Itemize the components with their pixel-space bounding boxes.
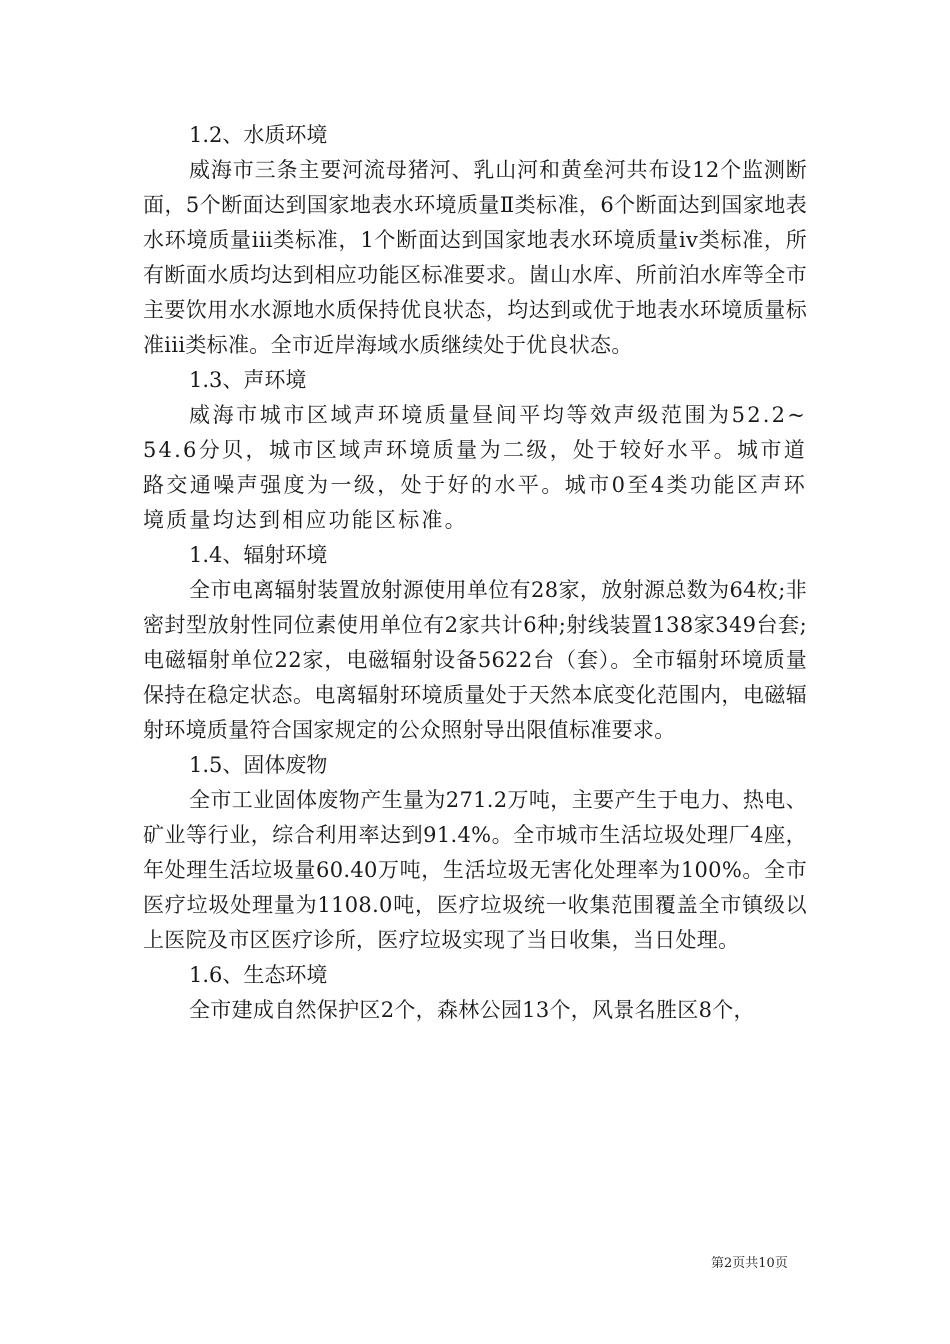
section-heading-water: 1.2、水质环境 [189,123,328,147]
section-heading-radiation: 1.4、辐射环境 [189,543,328,567]
section-heading-solid-waste: 1.5、固体废物 [189,753,328,777]
section-heading-noise: 1.3、声环境 [189,368,307,392]
section-body-ecology: 全市建成自然保护区2个，森林公园13个，风景名胜区8个， [189,998,755,1022]
section-body-radiation: 全市电离辐射装置放射源使用单位有28家，放射源总数为64枚;非密封型放射性同位素使用单位有2家共计6种;射线装置138家349台套;电磁辐射单位22家，电磁辐射设备5622台（套）。全市辐射环境质量保持在稳定状态。电离辐射环境质量处于天然本底变化范围内，电磁辐射环境质量符合国家规定的公众照射导出限值标准要求。 [143,578,807,742]
section-body-noise: 威海市城市区域声环境质量昼间平均等效声级范围为52.2~54.6分贝，城市区域声环境质量为二级，处于较好水平。城市道路交通噪声强度为一级，处于好的水平。城市0至4类功能区声环境质量均达到相应功能区标准。 [143,403,807,532]
section-body-water: 威海市三条主要河流母猪河、乳山河和黄垒河共布设12个监测断面，5个断面达到国家地表水环境质量Ⅱ类标准，6个断面达到国家地表水环境质量iii类标准，1个断面达到国家地表水环境质量iv类标准，所有断面水质均达到相应功能区标准要求。崮山水库、所前泊水库等全市主要饮用水水源地水质保持优良状态，均达到或优于地表水环境质量标准iii类标准。全市近岸海域水质继续处于优良状态。 [143,158,807,357]
section-body-solid-waste: 全市工业固体废物产生量为271.2万吨，主要产生于电力、热电、矿业等行业，综合利用率达到91.4%。全市城市生活垃圾处理厂4座，年处理生活垃圾量60.40万吨，生活垃圾无害化处理率为100%。全市医疗垃圾处理量为1108.0吨，医疗垃圾统一收集范围覆盖全市镇级以上医院及市区医疗诊所，医疗垃圾实现了当日收集，当日处理。 [143,788,807,952]
section-heading-ecology: 1.6、生态环境 [189,963,328,987]
document-page [143,118,807,1028]
page-number-footer: 第2页共10页 [711,1256,788,1271]
